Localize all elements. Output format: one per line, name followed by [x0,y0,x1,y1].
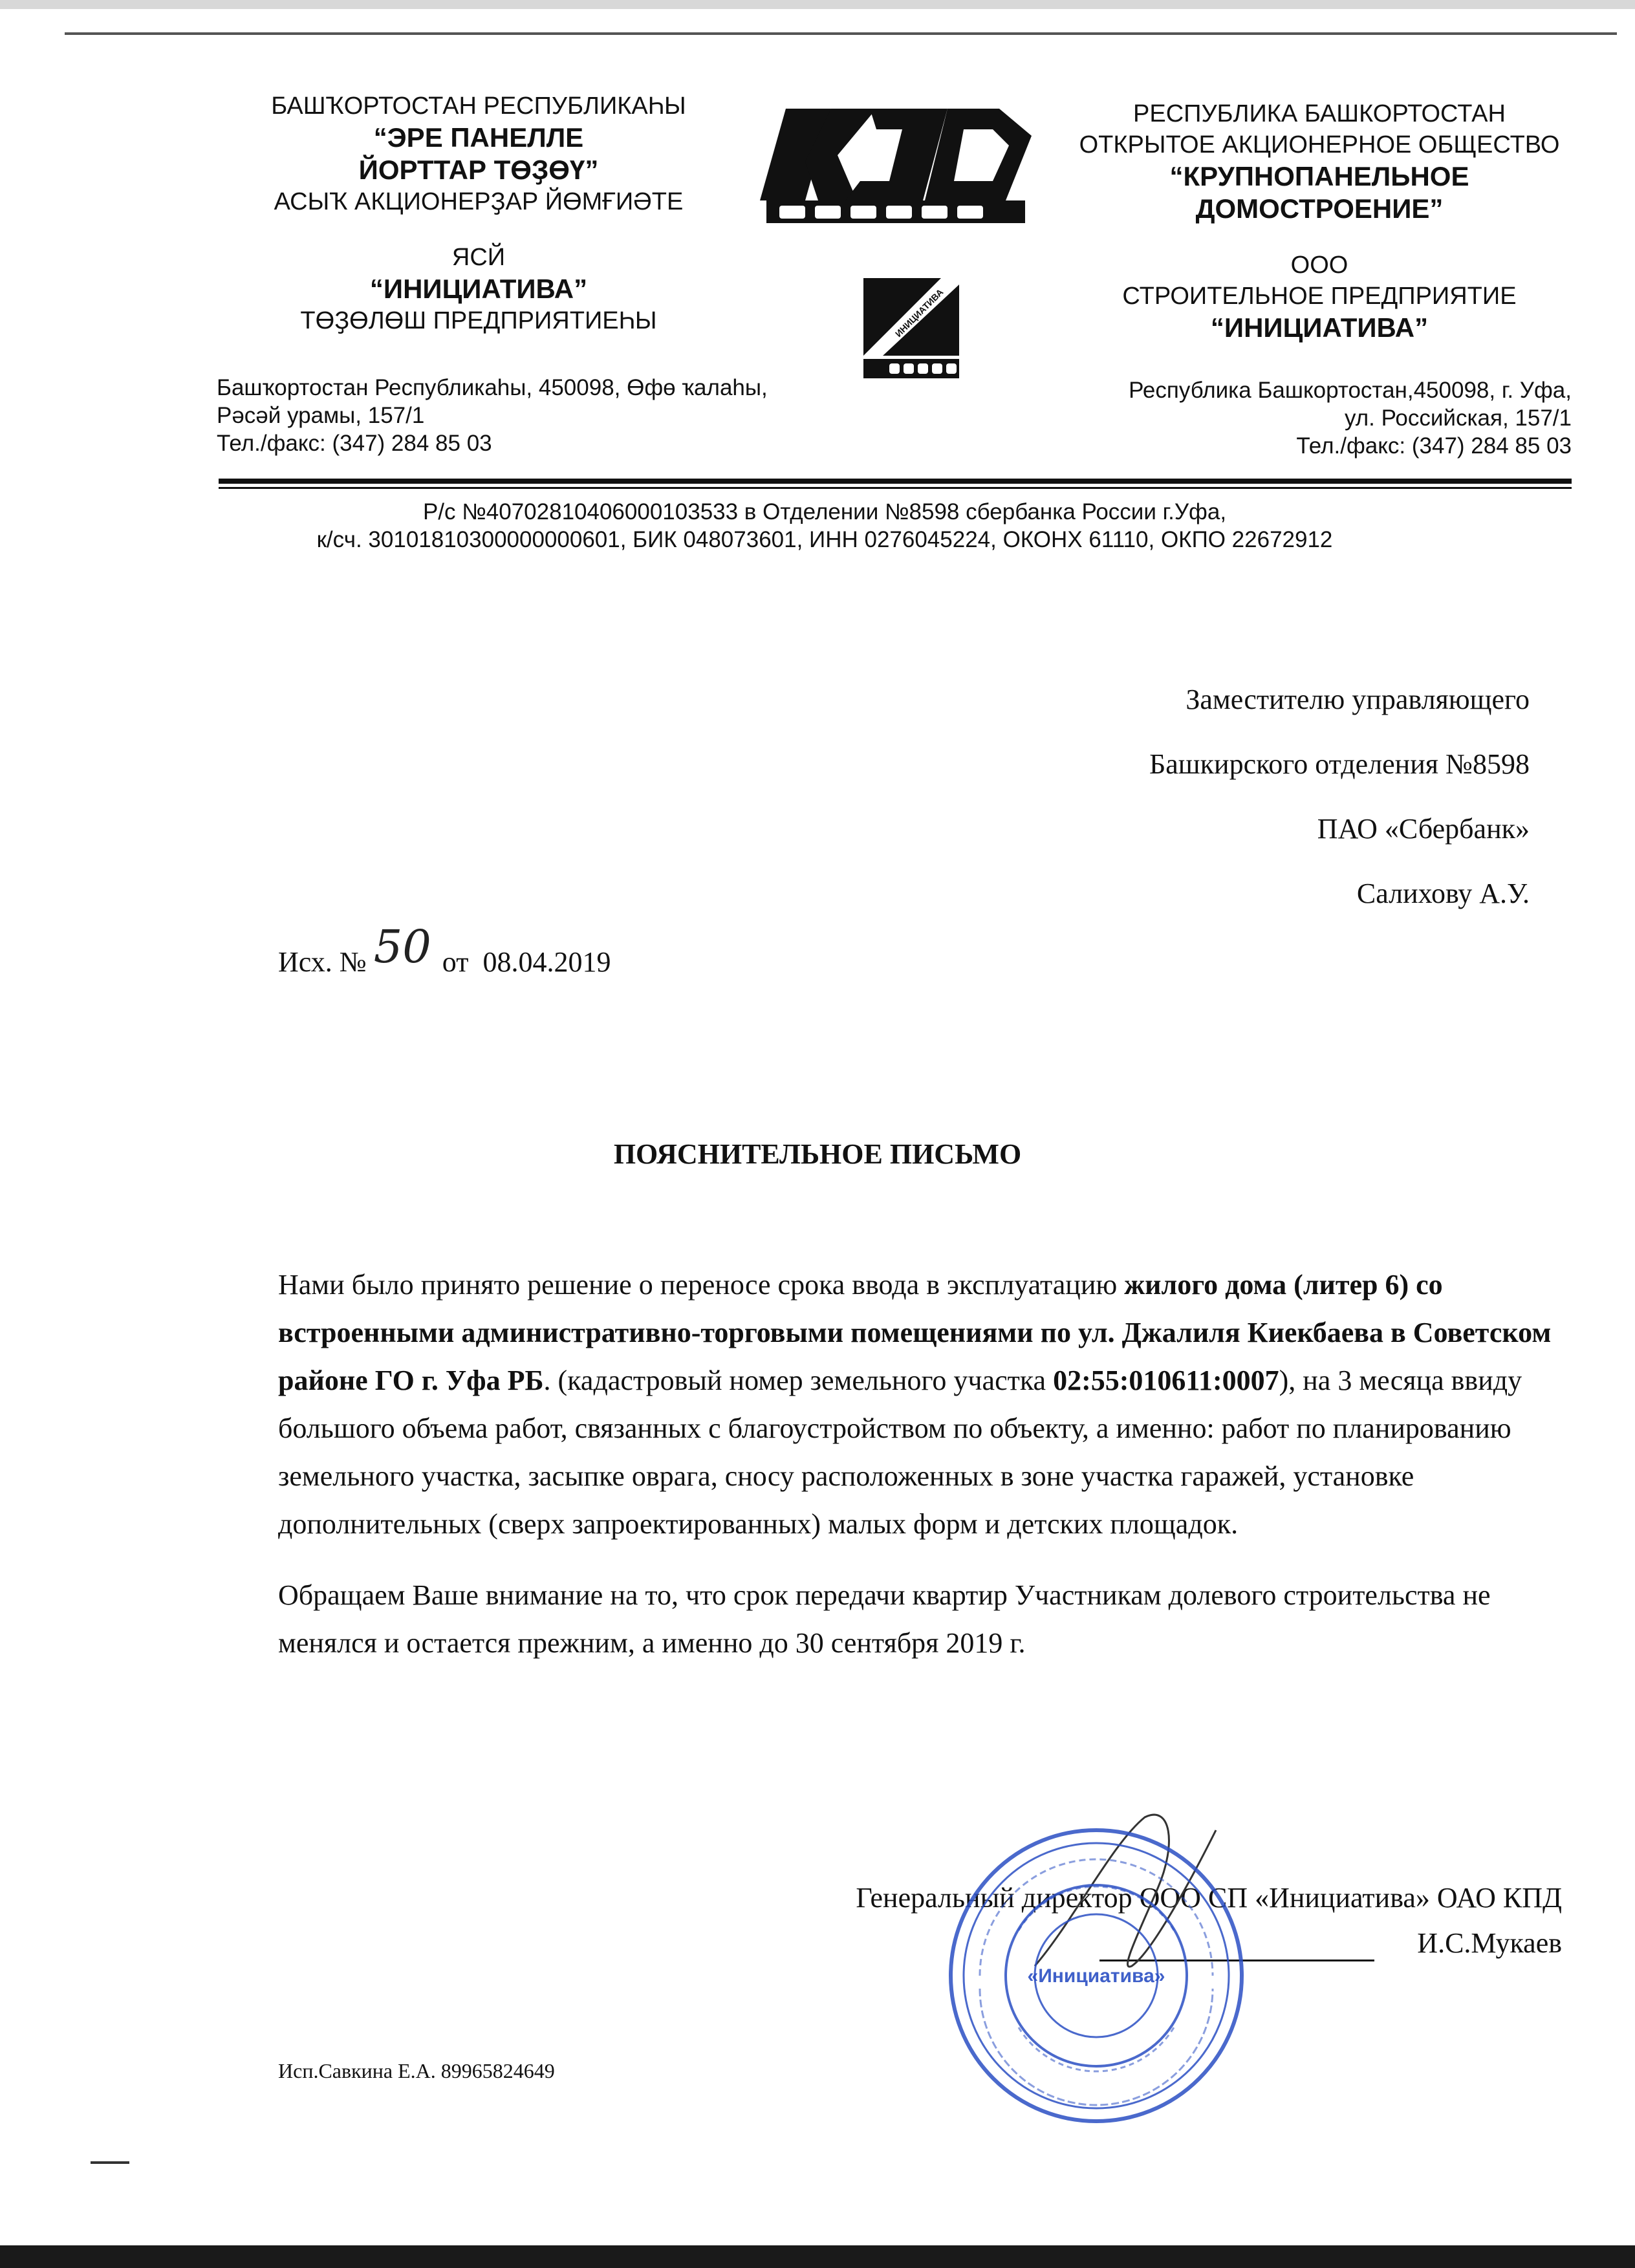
scan-bottom-edge [0,2245,1635,2268]
addressee-line3: ПАО «Сбербанк» [1317,813,1530,845]
addressee-line1: Заместителю управляющего [1186,684,1530,715]
header-left-address [217,374,768,457]
header-left-line1: БАШҠОРТОСТАН РЕСПУБЛИКАҺЫ [271,92,686,120]
header-right-addr3: Тел./факс: (347) 284 85 03 [1296,433,1572,459]
signature-position: Генеральный директор ООО СП «Инициатива» ОАО КПД [856,1882,1562,1914]
header-left-addr3: Тел./факс: (347) 284 85 03 [217,431,492,456]
paragraph-1-cadastral-number: 02:55:010611:0007 [1053,1365,1279,1396]
header-right-line3: “КРУПНОПАНЕЛЬНОЕ [1169,161,1469,191]
header-left-line3: ЙОРТТАР ТӨҘӨҮ” [358,155,599,185]
header-right-line5: ООО [1290,252,1348,279]
header-left-addr1: Башҡортостан Республикаһы, 450098, Өфө ҡалаһы, [217,375,768,400]
header-divider-thin [219,487,1572,489]
letter-title: ПОЯСНИТЕЛЬНОЕ ПИСЬМО [613,1138,1022,1170]
executor-note: Исп.Савкина Е.А. 89965824649 [278,2059,555,2082]
header-right-line6: СТРОИТЕЛЬНОЕ ПРЕДПРИЯТИЕ [1122,283,1517,310]
header-right-line7: “ИНИЦИАТИВА” [1210,312,1429,343]
reference-middle: от [442,946,469,978]
addressee-line4: Салихову А.У. [1356,878,1530,909]
header-right-line4: ДОМОСТРОЕНИЕ” [1195,193,1444,224]
addressee-line2: Башкирского отделения №8598 [1149,748,1530,780]
company-stamp [941,1820,1251,2131]
reference-date: 08.04.2019 [482,946,611,978]
header-right-line2: ОТКРЫТОЕ АКЦИОНЕРНОЕ ОБЩЕСТВО [1079,131,1560,158]
reference-line [278,920,611,982]
header-left-addr2: Рәсәй урамы, 157/1 [217,403,425,428]
header-left-line4: АСЫҠ АКЦИОНЕРҘАР ЙӨМҒИӘТЕ [274,188,684,215]
scan-top-line [65,32,1617,35]
paragraph-1-text-b: . (кадастровый номер земельного участка [543,1365,1054,1396]
header-right-addr2: ул. Российская, 157/1 [1344,405,1572,431]
paragraph-1-bold-object: жилого дома (литер 6) со встроенными административно-торговыми помещениями по ул. Джалиля Киекбаева в Советском районе ГО г. Уфа РБ [278,1269,1552,1396]
paragraph-1-text-a: Нами было принято решение о переносе срока ввода в эксплуатацию [278,1269,1125,1301]
reference-prefix: Исх. № [278,946,367,978]
bank-details [194,498,1455,554]
addressee-block [970,667,1530,926]
header-left-line6: “ИНИЦИАТИВА” [369,274,588,304]
header-divider-thick [219,479,1572,484]
signature-name: И.С.Мукаев [1417,1927,1562,1959]
header-right-addr1: Республика Башкортостан,450098, г. Уфа, [1129,378,1572,403]
stamp-center-text: «Инициатива» [1027,1965,1165,1987]
scan-bottom-mark [91,2161,129,2164]
header-right-address [1061,376,1572,460]
header-left-line7: ТӨҘӨЛӨШ ПРЕДПРИЯТИЕҺЫ [300,307,657,334]
header-left-line5: ЯСЙ [451,244,506,271]
header-right [1061,98,1578,344]
initiativa-logo-text: ИНИЦИАТИВА [893,286,946,340]
bank-details-line2: к/сч. 30101810300000000601, БИК 048073601, ИНН 0276045224, ОКОНХ 61110, ОКПО 22672912 [316,527,1333,552]
header-left-line2: “ЭРЕ ПАНЕЛЛЕ [373,122,584,153]
paragraph-1-text-c: ), на 3 месяца ввиду большого объема работ, связанных с благоустройством по объекту, а именно: работ по планированию земельного участка, засыпке оврага, сносу расположенных в зоне участка гаражей, установке дополнительных (сверх запроектированных) малых форм и детских площадок. [278,1365,1522,1540]
paragraph-1 [278,1261,1565,1548]
paragraph-2: Обращаем Ваше внимание на то, что срок передачи квартир Участникам долевого строительства не менялся и остается прежним, а именно до 30 сентября 2019 г. [278,1579,1491,1659]
header-left [194,91,763,336]
initiativa-logo [863,278,959,382]
bank-details-line1: Р/с №40702810406000103533 в Отделении №8598 сбербанка России г.Уфа, [422,499,1227,524]
letter-body [278,1261,1565,1690]
header-right-line1: РЕСПУБЛИКА БАШКОРТОСТАН [1133,100,1506,127]
scan-top-edge [0,0,1635,9]
reference-number: 50 [373,920,431,973]
kpd-logo [760,103,1045,233]
